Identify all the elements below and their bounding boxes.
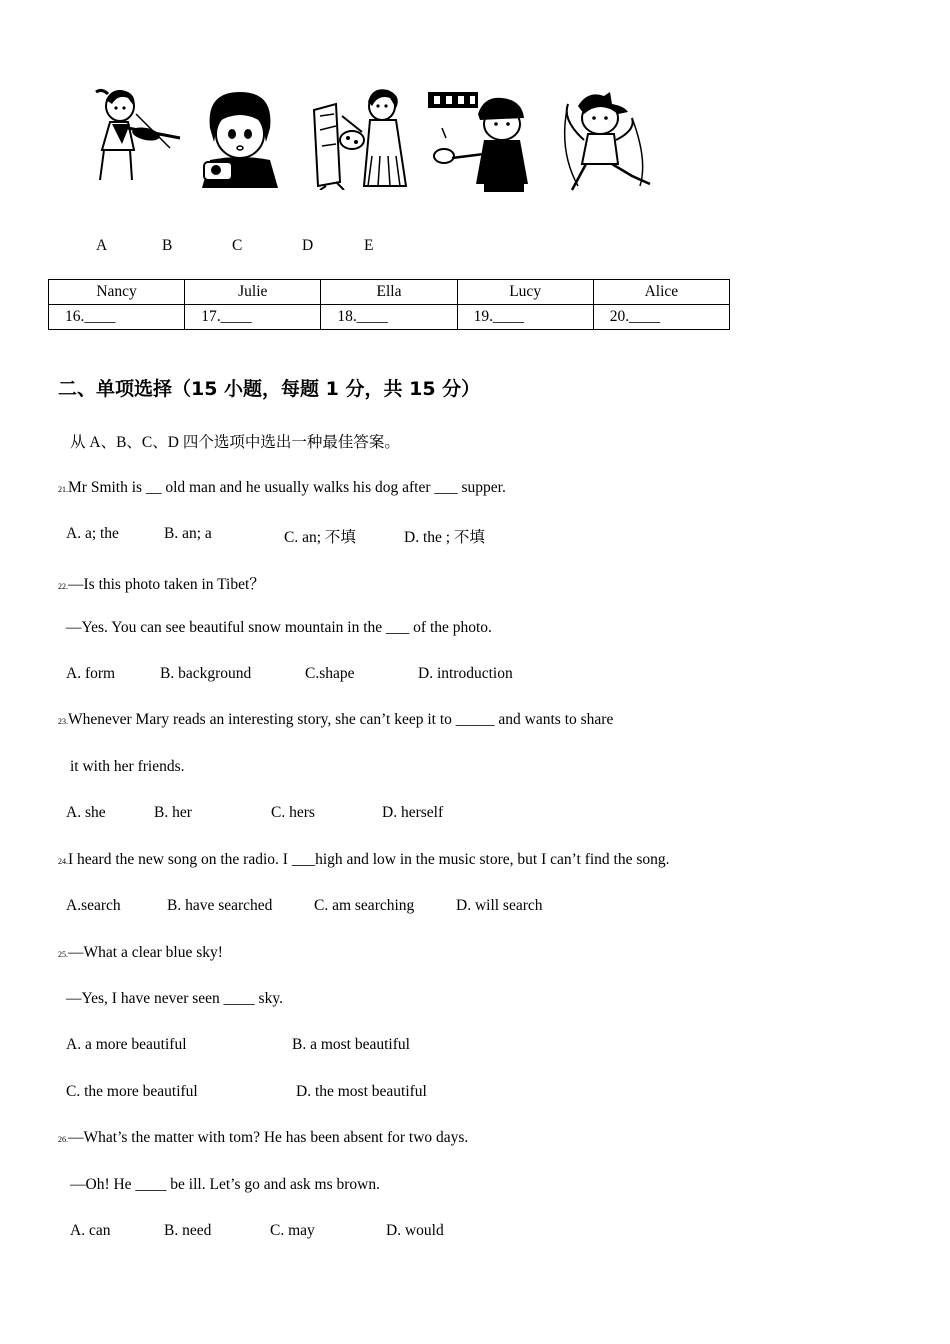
question-21 <box>58 479 506 497</box>
option-c[interactable]: C. an; 不填 <box>284 529 356 546</box>
question-text-line: —Oh! He ____ be ill. Let’s go and ask ms brown. <box>70 1176 380 1193</box>
section-instruction: 从 A、B、C、D 四个选项中选出一种最佳答案。 <box>70 434 400 451</box>
girl-skipping-rope-image <box>548 90 656 194</box>
option-d[interactable]: D. the ; 不填 <box>404 529 485 546</box>
question-text-line: —Yes. You can see beautiful snow mountain in the ___ of the photo. <box>66 619 492 636</box>
question-text: I heard the new song on the radio. I ___high and low in the music store, but I can’t find the song. <box>68 851 670 868</box>
table-header-cell: Alice <box>593 280 729 305</box>
question-text-line: it with her friends. <box>70 758 185 775</box>
question-number: 25. <box>58 950 68 959</box>
picture-letter-a: A <box>96 237 108 254</box>
section-title: 二、单项选择（15 小题，每题 1 分，共 15 分） <box>58 378 481 400</box>
option-d[interactable]: D. will search <box>456 897 543 914</box>
option-c[interactable]: C. may <box>270 1222 315 1239</box>
question-23 <box>58 711 613 729</box>
table-header-row <box>49 280 730 305</box>
question-24 <box>58 851 670 869</box>
option-b[interactable]: B. background <box>160 665 252 682</box>
question-number: 21. <box>58 485 68 494</box>
question-number: 26. <box>58 1135 68 1144</box>
option-a[interactable]: A. can <box>70 1222 111 1239</box>
table-header-cell: Ella <box>321 280 457 305</box>
option-a[interactable]: A. a; the <box>66 525 119 542</box>
option-a[interactable]: A. she <box>66 804 106 821</box>
question-text: —Is this photo taken in Tibet？ <box>68 576 265 593</box>
question-number: 24. <box>58 857 68 866</box>
option-c[interactable]: C.shape <box>305 665 355 682</box>
option-d[interactable]: D. the most beautiful <box>296 1083 427 1100</box>
question-text: —What’s the matter with tom? He has been absent for two days. <box>68 1129 469 1146</box>
question-text: Mr Smith is __ old man and he usually walks his dog after ___ supper. <box>68 479 506 496</box>
question-22 <box>58 572 265 594</box>
option-a[interactable]: A.search <box>66 897 121 914</box>
picture-letter-e: E <box>364 237 374 254</box>
question-text: Whenever Mary reads an interesting story, she can’t keep it to _____ and wants to share <box>68 711 614 728</box>
option-a[interactable]: A. a more beautiful <box>66 1036 187 1053</box>
option-a[interactable]: A. form <box>66 665 116 682</box>
picture-letter-d: D <box>302 237 314 254</box>
question-number: 23. <box>58 717 68 726</box>
answer-blank[interactable]: 17.____ <box>185 305 321 330</box>
answer-blank[interactable]: 16.____ <box>49 305 185 330</box>
option-c[interactable]: C. am searching <box>314 897 415 914</box>
question-text-line: —Yes, I have never seen ____ sky. <box>66 990 283 1007</box>
question-25 <box>58 944 223 962</box>
option-b[interactable]: B. an; a <box>164 525 212 542</box>
question-26 <box>58 1129 468 1147</box>
answer-blank[interactable]: 20.____ <box>593 305 729 330</box>
answer-blank[interactable]: 18.____ <box>321 305 457 330</box>
girl-playing-badminton-image <box>428 88 532 194</box>
table-header-cell: Julie <box>185 280 321 305</box>
option-b[interactable]: B. need <box>164 1222 212 1239</box>
girl-playing-violin-image <box>82 84 186 188</box>
option-b[interactable]: B. a most beautiful <box>292 1036 410 1053</box>
table-row <box>49 305 730 330</box>
question-number: 22. <box>58 582 68 591</box>
girl-eating-image <box>196 88 284 192</box>
option-d[interactable]: D. introduction <box>418 665 513 682</box>
picture-letter-c: C <box>232 237 243 254</box>
table-header-cell: Lucy <box>457 280 593 305</box>
matching-table <box>48 279 730 330</box>
answer-blank[interactable]: 19.____ <box>457 305 593 330</box>
option-c[interactable]: C. hers <box>271 804 315 821</box>
option-d[interactable]: D. herself <box>382 804 444 821</box>
option-d[interactable]: D. would <box>386 1222 444 1239</box>
option-c[interactable]: C. the more beautiful <box>66 1083 198 1100</box>
option-b[interactable]: B. her <box>154 804 192 821</box>
option-b[interactable]: B. have searched <box>167 897 273 914</box>
table-header-cell: Nancy <box>49 280 185 305</box>
picture-letter-b: B <box>162 237 173 254</box>
question-text: —What a clear blue sky! <box>68 944 223 961</box>
girl-painting-image <box>306 86 414 190</box>
